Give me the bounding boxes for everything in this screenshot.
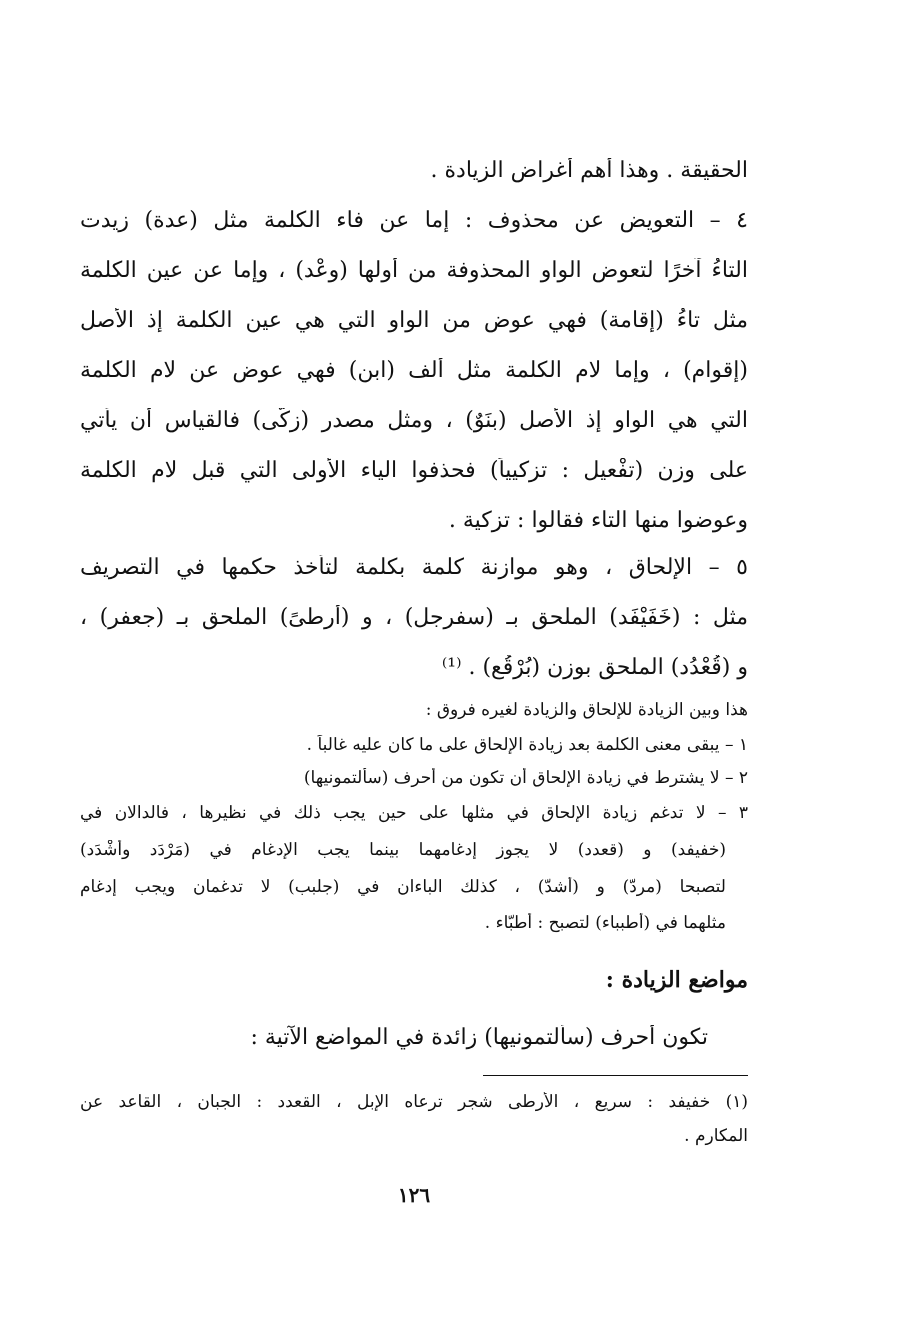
body-line: و (قُعْدُد) الملحق بوزن (بُرْقُع) . ⁽¹⁾ bbox=[441, 655, 748, 680]
section-heading: مواضع الزيادة : bbox=[605, 967, 748, 993]
body-line: مثل تاءُ (إقامة) فهي عوض من الواو التي هي عين الكلمة إذ الأَصل bbox=[80, 308, 748, 333]
footnote-divider bbox=[483, 1075, 748, 1076]
body-line: على وزن (تفْعيل : تزكيياً) فحذفوا الياء الأولى التي قبل لام الكلمة bbox=[80, 458, 748, 483]
footnote-line: (١) خفيفد : سريع ، الأرطى شجر ترعاه الإبل ، القعدد : الجبان ، القاعد عن bbox=[80, 1092, 748, 1112]
section-line: تكون أحرف (سألتمونيها) زائدة في المواضع الآتية : bbox=[250, 1025, 708, 1050]
note-line: لتصبحا (مردّ) و (أشدّ) ، كذلك الباءان في (جلبب) لا تدغمان ويجب إدغام bbox=[80, 877, 726, 897]
body-line: مثل : (خَفَيْفَد) الملحق بـ (سفرجل) ، و (أَرطىً) الملحق بـ (جعفر) ، bbox=[80, 605, 748, 630]
note-line: ١ – يبقى معنى الكلمة بعد زيادة الإلحاق على ما كان عليه غالباً . bbox=[306, 735, 748, 755]
note-line: مثلهما في (أطبباء) لتصبح : أطبّاء . bbox=[484, 913, 726, 933]
note-line: (خفيفد) و (قعدد) لا يجوز إدغامهما بينما يجب الإدغام في (مَرْدَد وأشْدَد) bbox=[80, 840, 726, 860]
body-line: التاءُ آخرًا لتعوض الواو المحذوفة من أولها (وعْد) ، وإما عن عين الكلمة bbox=[80, 258, 748, 283]
body-line: التي هي الواو إذ الأَصل (بنَوٌ) ، ومثل مصدر (زكَّى) فالقياس أن يأْتي bbox=[80, 408, 748, 433]
body-line: ٥ – الإلحاق ، وهو موازنة كلمة بكلمة لتأْخذ حكمها في التصريف bbox=[80, 555, 748, 580]
note-line: ٢ – لا يشترط في زيادة الإلحاق أن تكون من أحرف (سألتمونيها) bbox=[303, 768, 748, 788]
body-line: وعوضوا منها التاء فقالوا : تزكية . bbox=[448, 508, 748, 533]
footnote-line: المكارم . bbox=[684, 1126, 748, 1146]
page-number: ١٢٦ bbox=[397, 1183, 431, 1207]
body-line: ٤ – التعويض عن محذوف : إما عن فاء الكلمة مثل (عدة) زيدت bbox=[80, 208, 748, 233]
body-line: (إقوام) ، وإما لام الكلمة مثل ألف (ابن) فهي عوض عن لام الكلمة bbox=[80, 358, 748, 383]
book-page bbox=[80, 0, 748, 1343]
note-line: ٣ – لا تدغم زيادة الإلحاق في مثلها على حين يجب ذلك في نظيرها ، فالدالان في bbox=[80, 803, 748, 823]
body-line: الحقيقة . وهذا أهم أغراض الزيادة . bbox=[430, 158, 748, 183]
notes-intro: هذا وبين الزيادة للإلحاق والزيادة لغيره فروق : bbox=[425, 700, 748, 720]
